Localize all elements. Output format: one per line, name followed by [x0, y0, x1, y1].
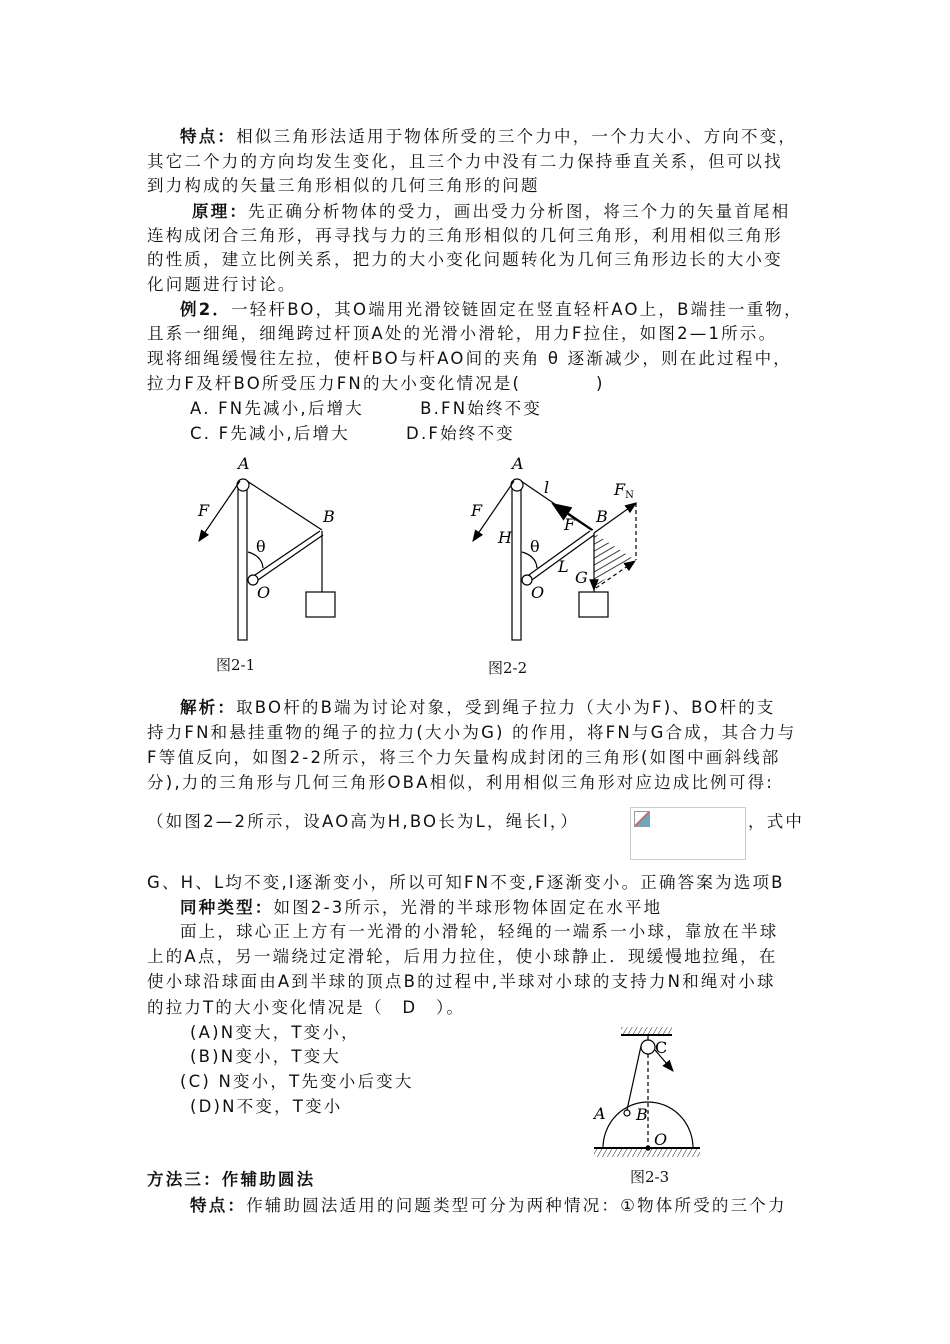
paragraph-text: F等值反向，如图2-2所示，将三个力矢量构成封闭的三角形(如图中画斜线部: [147, 748, 781, 767]
label-A: A: [594, 1104, 606, 1123]
paragraph-text: 且系一细绳，细绳跨过杆顶A处的光滑小滑轮，用力F拉住，如图2—1所示。: [147, 324, 778, 343]
label-O: O: [257, 583, 271, 602]
label-theta: θ: [530, 537, 540, 556]
label-L: L: [558, 557, 569, 576]
label-B: B: [636, 1105, 648, 1124]
caption-figure-2-3: 图2-3: [630, 1168, 670, 1186]
label-F: F: [471, 501, 483, 520]
paragraph-text: 分),力的三角形与几何三角形OBA相似，利用相似三角形对应边成比例可得:: [147, 773, 775, 792]
paragraph-text: (D)N不变，T变小: [190, 1097, 343, 1116]
paragraph-text: 一轻杆BO，其O端用光滑铰链固定在竖直轻杆AO上，B端挂一重物，: [231, 300, 803, 319]
figure-2-3: [594, 1027, 700, 1157]
label-F-tension: F: [564, 515, 576, 534]
label-G: G: [575, 568, 588, 587]
paragraph-text: （如图2—2所示，设AO高为H,BO长为L，绳长l，）: [147, 812, 580, 831]
paragraph-text: A. FN先减小,后增大 B.FN始终不变: [190, 399, 543, 418]
paragraph-text: 的拉力T的大小变化情况是（ D ）。: [147, 998, 466, 1017]
figure-2-1: [199, 479, 335, 640]
paragraph-label: 特点：: [180, 127, 237, 146]
paragraph-text: 到力构成的矢量三角形相似的几何三角形的问题: [147, 176, 540, 195]
paragraph-label: 解析：: [180, 698, 237, 717]
paragraph-text: 连构成闭合三角形，再寻找与力的三角形相似的几何三角形，利用相似三角形: [147, 226, 783, 245]
paragraph-text: 相似三角形法适用于物体所受的三个力中，一个力大小、方向不变，: [236, 127, 798, 146]
paragraph-text: 化问题进行讨论。: [147, 275, 297, 294]
paragraph-text: 上的A点，另一端绕过定滑轮，后用力拉住，使小球静止．现缓慢地拉绳，在: [147, 947, 778, 966]
paragraph-text: ，式中: [748, 812, 805, 831]
paragraph-label: 原理：: [192, 202, 249, 221]
label-H: H: [498, 528, 512, 547]
paragraph-text: 取BO杆的B端为讨论对象，受到绳子拉力（大小为F)、BO杆的支: [236, 698, 776, 717]
paragraph-text: 其它二个力的方向均发生变化，且三个力中没有二力保持垂直关系，但可以找: [147, 152, 783, 171]
paragraph-text: (B)N变小，T变大: [190, 1047, 342, 1066]
paragraph-text: 先正确分析物体的受力，画出受力分析图，将三个力的矢量首尾相: [248, 202, 791, 221]
label-A: A: [238, 454, 250, 473]
paragraph-label: 特点：: [190, 1196, 247, 1215]
label-A: A: [512, 454, 524, 473]
label-O: O: [531, 583, 545, 602]
paragraph-text: C. F先减小,后增大 D.F始终不变: [190, 424, 515, 443]
paragraph-text: 现将细绳缓慢往左拉，使杆BO与杆AO间的夹角 θ 逐渐减少，则在此过程中，: [147, 349, 792, 368]
label-B: B: [323, 507, 335, 526]
paragraph-text: 持力FN和悬挂重物的绳子的拉力(大小为G) 的作用，将FN与G合成，其合力与: [147, 723, 797, 742]
label-C: C: [655, 1038, 668, 1057]
label-theta: θ: [256, 537, 266, 556]
label-l: l: [544, 478, 550, 497]
label-B: B: [596, 507, 608, 526]
paragraph-text: G、H、L均不变,l逐渐变小，所以可知FN不变,F逐渐变小。正确答案为选项B: [147, 873, 785, 892]
figure-2-2: [473, 479, 636, 640]
caption-figure-2-1: 图2-1: [216, 656, 256, 674]
paragraph-text: (C) N变小，T先变小后变大: [180, 1072, 414, 1091]
paragraph-text: 的性质，建立比例关系，把力的大小变化问题转化为几何三角形边长的大小变: [147, 250, 783, 269]
paragraph-text: 如图2-3所示，光滑的半球形物体固定在水平地: [273, 898, 663, 917]
paragraph-label: 方法三：作辅助圆法: [147, 1170, 316, 1189]
label-F: F: [198, 501, 210, 520]
label-FN: FN: [614, 480, 634, 501]
paragraph-text: 面上，球心正上方有一光滑的小滑轮，轻绳的一端系一小球，靠放在半球: [180, 922, 779, 941]
caption-figure-2-2: 图2-2: [488, 659, 528, 677]
paragraph-label: 例2．: [180, 300, 232, 319]
paragraph-text: (A)N变大，T变小，: [190, 1023, 360, 1042]
paragraph-text: 使小球沿球面由A到半球的顶点B的过程中,半球对小球的支持力N和绳对小球: [147, 972, 776, 991]
label-O: O: [654, 1130, 668, 1149]
paragraph-label: 同种类型：: [180, 898, 274, 917]
paragraph-text: 拉力F及杆BO所受压力FN的大小变化情况是( ): [147, 374, 605, 393]
paragraph-text: 作辅助圆法适用的问题类型可分为两种情况：①物体所受的三个力: [246, 1196, 787, 1215]
